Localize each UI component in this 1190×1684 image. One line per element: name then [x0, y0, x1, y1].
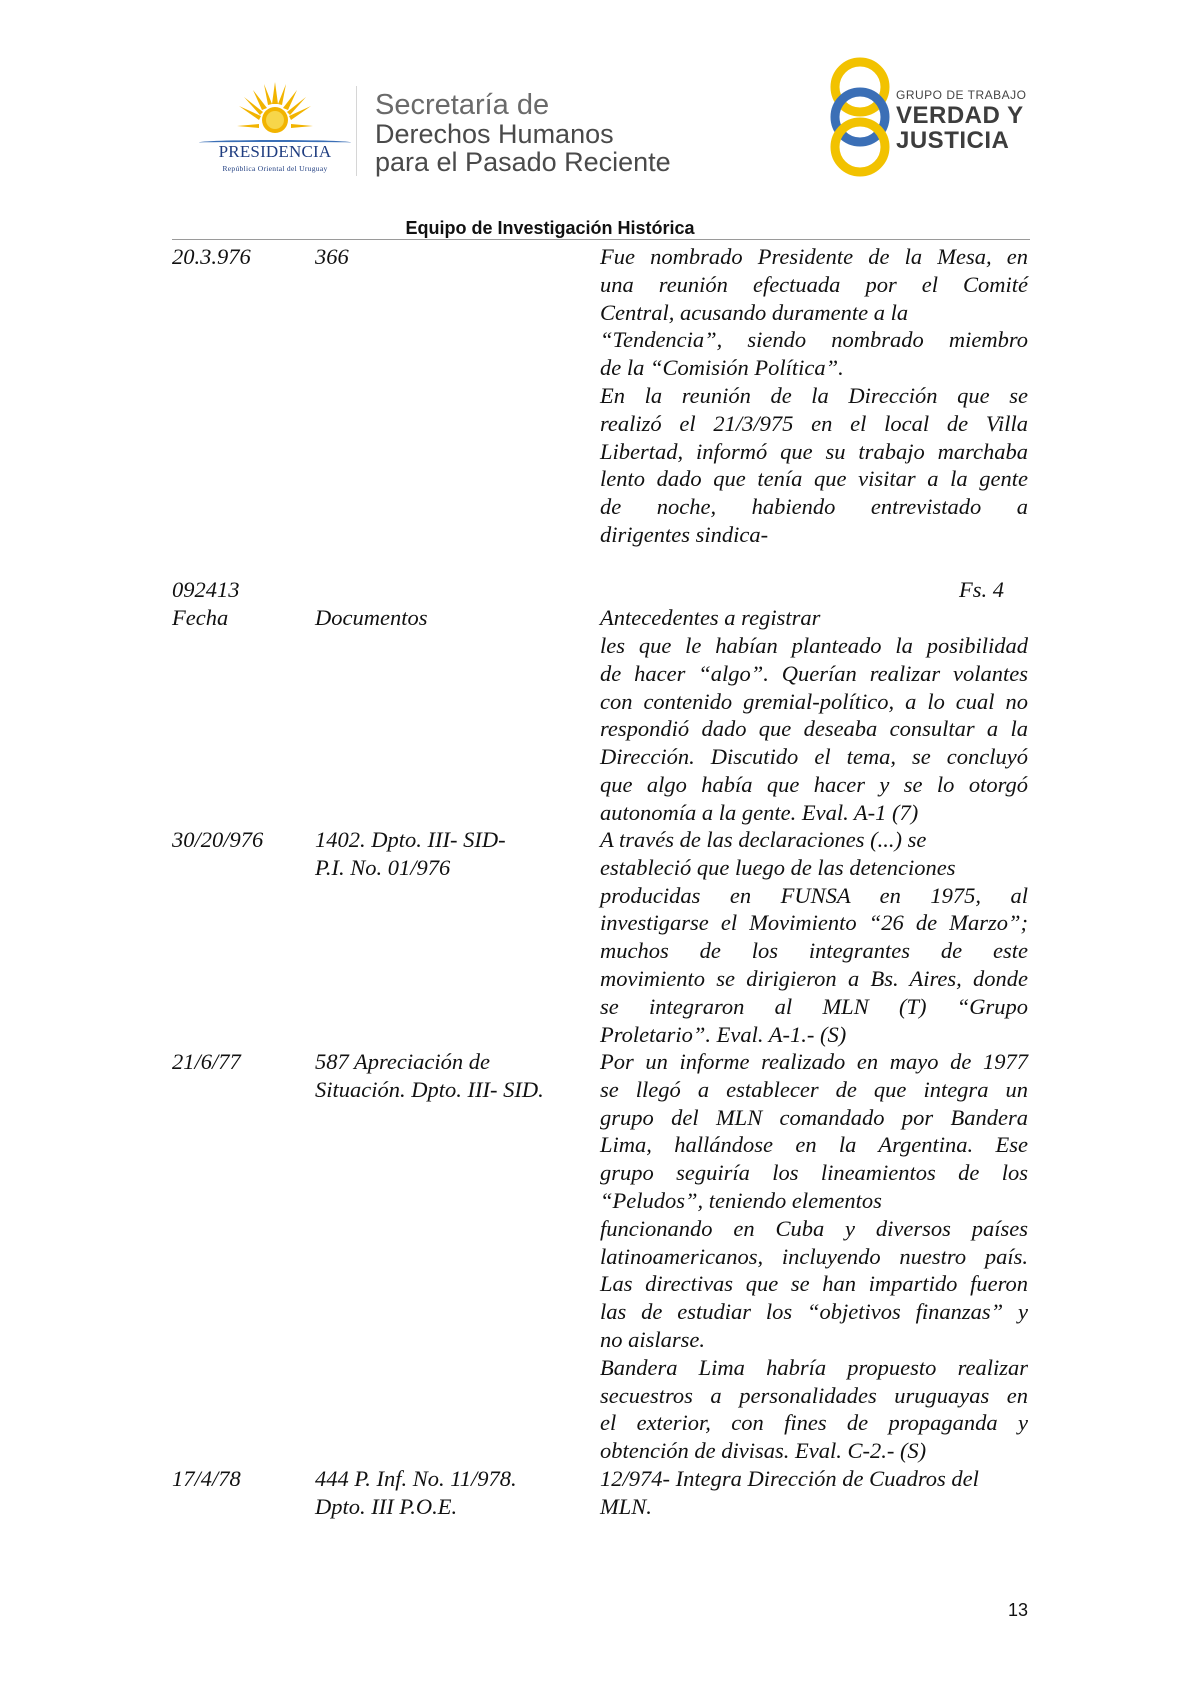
- presidencia-subtitle: República Oriental del Uruguay: [222, 164, 328, 173]
- text-line: lento dado que tenía que visitar a la gente: [600, 466, 1028, 492]
- text-line: de noche, habiendo entrevistado a: [600, 494, 1028, 520]
- text-line: que algo había que hacer y se lo otorgó: [600, 771, 1028, 797]
- text-line: “Peludos”, teniendo elementos: [600, 1187, 882, 1213]
- page-number: 13: [1008, 1600, 1029, 1620]
- text-line: respondió dado que deseaba consultar a la: [600, 716, 1028, 742]
- text-line: Dirección. Discutido el tema, se concluyó: [600, 744, 1028, 770]
- rings-emblem-icon: [820, 55, 900, 180]
- entry3-text: [600, 1048, 1028, 1465]
- text-line: muchos de los integrantes de este: [600, 938, 1028, 964]
- text-line: Bandera Lima habría propuesto realizar: [600, 1354, 1028, 1380]
- presidencia-logo: [195, 82, 355, 182]
- text-line: 12/974- Integra Dirección de Cuadros del: [600, 1466, 979, 1491]
- text-line: de la “Comisión Política”.: [600, 355, 844, 381]
- column-header-documents: Documentos: [315, 605, 428, 630]
- text-line: A través de las declaraciones (...) se: [600, 827, 927, 852]
- gtvj-line1: GRUPO DE TRABAJO: [896, 88, 1027, 102]
- text-line: estableció que luego de las detenciones: [600, 854, 956, 880]
- entry1-text: [600, 243, 1028, 549]
- text-line: Proletario”. Eval. A-1.- (S): [600, 1021, 847, 1047]
- entry3-doc-line1: 587 Apreciación de: [315, 1049, 490, 1074]
- entry4-doc-line2: Dpto. III P.O.E.: [315, 1494, 458, 1519]
- entry4-text: [600, 1465, 1028, 1521]
- gtvj-line2: VERDAD Y: [896, 102, 1024, 129]
- secretaria-line2: Derechos Humanos: [375, 119, 614, 149]
- text-line: Libertad, informó que su trabajo marchaba: [600, 438, 1028, 464]
- sun-emblem-icon: [237, 82, 313, 140]
- text-line: el exterior, con fines de propaganda y: [600, 1410, 1028, 1436]
- secretaria-line1: Secretaría de: [375, 89, 550, 121]
- text-line: funcionando en Cuba y diversos países: [600, 1215, 1028, 1241]
- text-line: obtención de divisas. Eval. C-2.- (S): [600, 1438, 927, 1464]
- entry2-text: [600, 826, 1028, 1048]
- entry3-date: 21/6/77: [172, 1049, 241, 1074]
- entry1-continuation-text: [600, 632, 1028, 827]
- secretaria-logo-text: [375, 90, 671, 176]
- entry2-date: 30/20/976: [172, 827, 264, 852]
- text-line: autonomía a la gente. Eval. A-1 (7): [600, 799, 919, 825]
- text-line: una reunión efectuada por el Comité: [600, 271, 1028, 297]
- text-line: “Tendencia”, siendo nombrado miembro: [600, 327, 1028, 353]
- folio-number: Fs. 4: [959, 577, 1004, 602]
- text-line: realizó el 21/3/975 en el local de Villa: [600, 410, 1028, 436]
- text-line: grupo del MLN comandado por Bandera: [600, 1104, 1028, 1130]
- text-line: dirigentes sindica-: [600, 521, 769, 547]
- text-line: les que le habían planteado la posibilidad: [600, 633, 1028, 658]
- entry3-doc-line2: Situación. Dpto. III- SID.: [315, 1077, 544, 1102]
- entry1-doc: 366: [315, 244, 349, 269]
- entry4-doc-line1: 444 P. Inf. No. 11/978.: [315, 1466, 517, 1491]
- text-line: MLN.: [600, 1493, 652, 1519]
- text-line: Por un informe realizado en mayo de 1977: [600, 1049, 1028, 1074]
- header-rule: [172, 239, 1030, 240]
- text-line: no aislarse.: [600, 1326, 706, 1352]
- text-line: movimiento se dirigieron a Bs. Aires, donde: [600, 965, 1028, 991]
- text-line: En la reunión de la Dirección que se: [600, 382, 1028, 408]
- text-line: Fue nombrado Presidente de la Mesa, en: [600, 244, 1028, 269]
- text-line: se llegó a establecer de que integra un: [600, 1076, 1028, 1102]
- text-line: Lima, hallándose en la Argentina. Ese: [600, 1132, 1028, 1158]
- entry1-date: 20.3.976: [172, 244, 251, 269]
- text-line: las de estudiar los “objetivos finanzas” y: [600, 1299, 1028, 1325]
- verdad-justicia-logo: [820, 55, 1030, 180]
- text-line: con contenido gremial-político, a lo cual no: [600, 688, 1028, 714]
- text-line: producidas en FUNSA en 1975, al: [600, 882, 1028, 908]
- column-header-antecedentes: Antecedentes a registrar: [600, 605, 821, 630]
- presidencia-name: PRESIDENCIA: [218, 142, 332, 161]
- text-line: secuestros a personalidades uruguayas en: [600, 1382, 1028, 1408]
- text-line: grupo seguiría los lineamientos de los: [600, 1160, 1028, 1186]
- text-line: se integraron al MLN (T) “Grupo: [600, 993, 1028, 1019]
- entry4-date: 17/4/78: [172, 1466, 241, 1491]
- text-line: investigarse el Movimiento “26 de Marzo”;: [600, 910, 1028, 936]
- header-divider: [356, 86, 357, 176]
- entry2-doc-line1: 1402. Dpto. III- SID-: [315, 827, 506, 852]
- text-line: de hacer “algo”. Querían realizar volantes: [600, 660, 1028, 686]
- gtvj-line3: JUSTICIA: [896, 127, 1010, 154]
- secretaria-line3: para el Pasado Reciente: [375, 147, 671, 177]
- entry2-doc-line2: P.I. No. 01/976: [315, 855, 451, 880]
- team-title: Equipo de Investigación Histórica: [405, 218, 695, 238]
- text-line: Central, acusando duramente a la: [600, 299, 909, 325]
- text-line: Las directivas que se han impartido fueron: [600, 1271, 1028, 1297]
- text-line: latinoamericanos, incluyendo nuestro país.: [600, 1243, 1028, 1269]
- column-header-date: Fecha: [172, 605, 229, 630]
- document-code: 092413: [172, 577, 240, 602]
